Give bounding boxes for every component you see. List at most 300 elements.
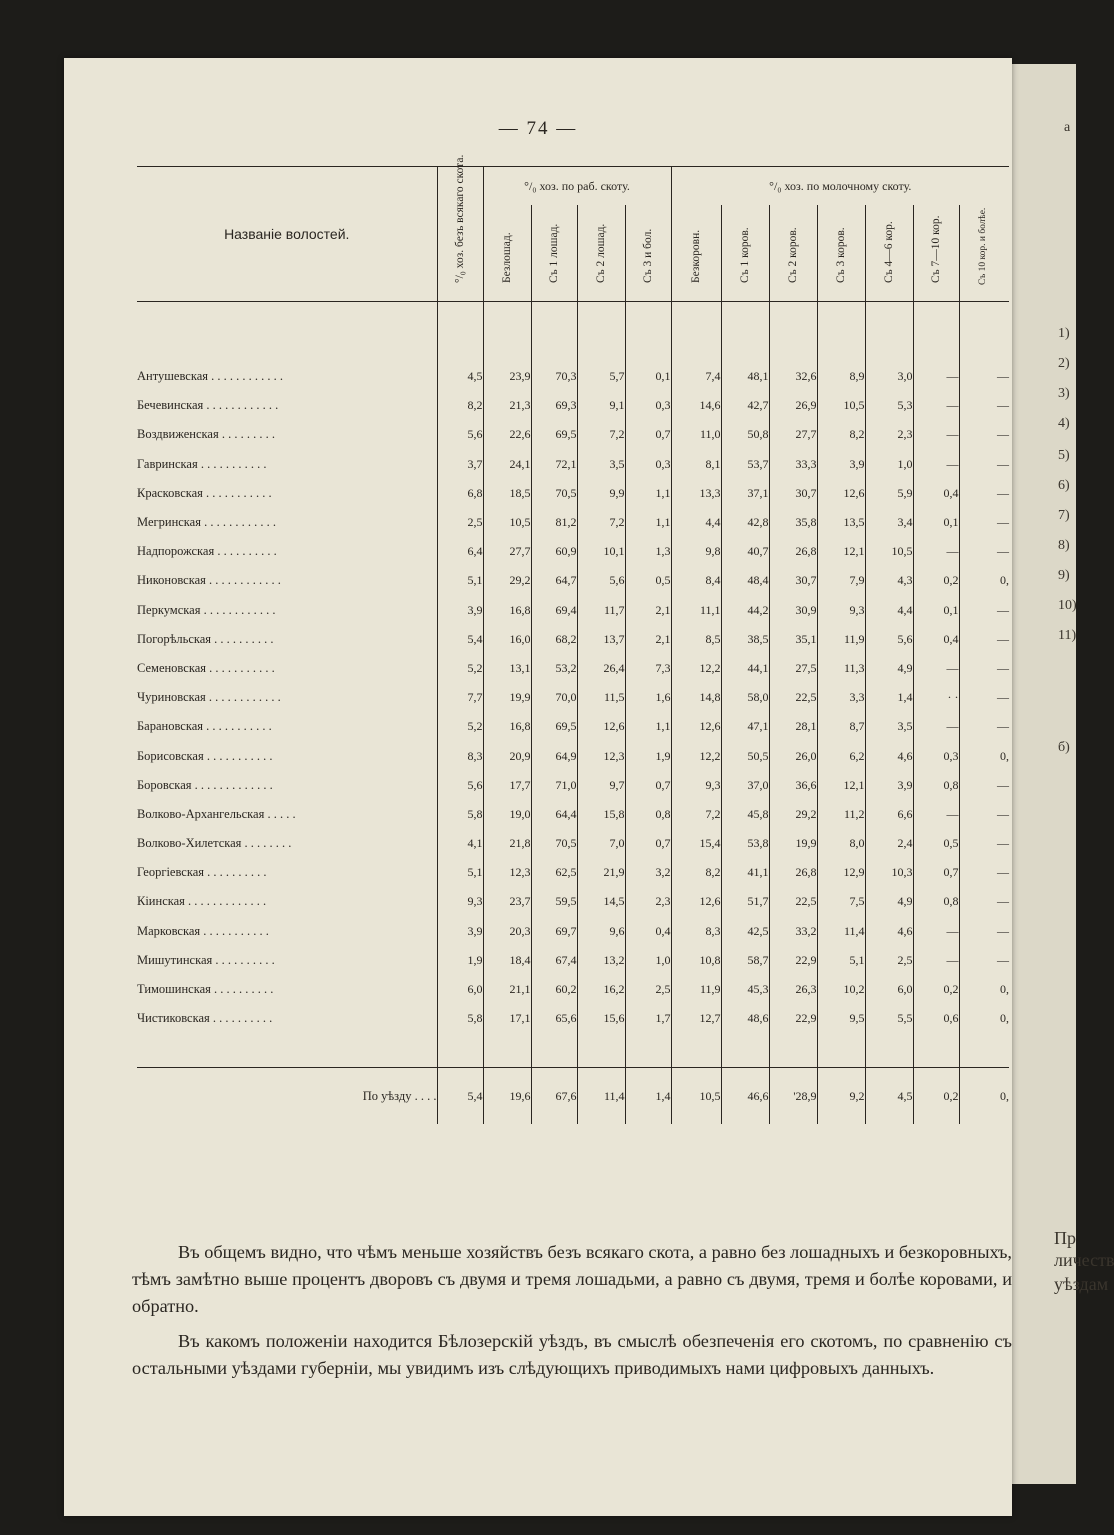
- adjacent-page-text: 4): [1058, 416, 1070, 431]
- row-value: 9,3: [437, 887, 483, 916]
- row-value: 0,1: [913, 508, 959, 537]
- row-value: 5,9: [865, 479, 913, 508]
- row-value: 64,7: [531, 566, 577, 595]
- table-header-no-livestock: °/₀ хоз. безъ всякаго скота.: [437, 167, 483, 302]
- adjacent-page-text: 11): [1058, 628, 1077, 643]
- row-name: Гавринская . . . . . . . . . . .: [137, 450, 437, 479]
- row-value: 0,1: [625, 362, 671, 391]
- row-value: 1,9: [437, 946, 483, 975]
- row-value: 44,2: [721, 596, 769, 625]
- row-value: 16,2: [577, 975, 625, 1004]
- row-value: 48,4: [721, 566, 769, 595]
- row-value: 38,5: [721, 625, 769, 654]
- row-value: 10,2: [817, 975, 865, 1004]
- row-value: 35,8: [769, 508, 817, 537]
- row-value: 8,9: [817, 362, 865, 391]
- row-value: 4,9: [865, 654, 913, 683]
- table-row: [137, 479, 1009, 508]
- row-value: 53,8: [721, 829, 769, 858]
- row-value: 2,5: [625, 975, 671, 1004]
- row-value: 46,6: [721, 1068, 769, 1125]
- row-value: 13,1: [483, 654, 531, 683]
- row-value: 69,5: [531, 420, 577, 449]
- row-value: 7,0: [577, 829, 625, 858]
- row-value: 12,3: [577, 741, 625, 770]
- table-row: [137, 1004, 1009, 1033]
- row-value: 18,5: [483, 479, 531, 508]
- row-value: 0,5: [625, 566, 671, 595]
- row-value: 1,3: [625, 537, 671, 566]
- row-value: 5,5: [865, 1004, 913, 1033]
- table-row: [137, 508, 1009, 537]
- adjacent-page-text: 2): [1058, 356, 1070, 371]
- row-value: 33,2: [769, 917, 817, 946]
- row-value: 45,3: [721, 975, 769, 1004]
- row-value: 20,9: [483, 741, 531, 770]
- row-value: 35,1: [769, 625, 817, 654]
- row-value: 12,6: [577, 712, 625, 741]
- row-value: 0,8: [625, 800, 671, 829]
- row-value: 3,4: [865, 508, 913, 537]
- row-value: 4,4: [865, 596, 913, 625]
- row-name: Перкумская . . . . . . . . . . . .: [137, 596, 437, 625]
- row-value: 4,6: [865, 741, 913, 770]
- row-value: 13,7: [577, 625, 625, 654]
- row-value: 10,5: [483, 508, 531, 537]
- row-value: 1,1: [625, 508, 671, 537]
- row-value: 6,4: [437, 537, 483, 566]
- adjacent-page-text: 3): [1058, 386, 1070, 401]
- row-value: 0,2: [913, 566, 959, 595]
- row-value: 19,6: [483, 1068, 531, 1125]
- table-header-work-col-2: Съ 2 лошад.: [577, 205, 625, 302]
- row-value: 5,4: [437, 625, 483, 654]
- row-value: 0,3: [625, 450, 671, 479]
- statistics-table: [137, 154, 1010, 1124]
- row-value: —: [913, 362, 959, 391]
- row-value: 15,4: [671, 829, 721, 858]
- row-value: 0,7: [913, 858, 959, 887]
- row-value: 16,8: [483, 596, 531, 625]
- row-value: 11,3: [817, 654, 865, 683]
- row-name: Мишутинская . . . . . . . . . .: [137, 946, 437, 975]
- row-value: 8,3: [437, 741, 483, 770]
- row-value: 26,4: [577, 654, 625, 683]
- adjacent-page-text: 10): [1058, 598, 1077, 613]
- table-row: [137, 362, 1009, 391]
- row-value: 2,5: [437, 508, 483, 537]
- row-value: 26,3: [769, 975, 817, 1004]
- row-name: Красковская . . . . . . . . . . .: [137, 479, 437, 508]
- row-value: 0,: [1000, 748, 1010, 763]
- row-value: 9,7: [577, 771, 625, 800]
- row-value: 37,1: [721, 479, 769, 508]
- table-header-dairy-col-2: Съ 2 коров.: [769, 205, 817, 302]
- row-name: Чуриновская . . . . . . . . . . . .: [137, 683, 437, 712]
- row-value: —: [997, 369, 1010, 384]
- row-value: —: [997, 690, 1010, 705]
- row-value: —: [913, 800, 959, 829]
- row-value: 58,7: [721, 946, 769, 975]
- row-value: 29,2: [483, 566, 531, 595]
- table-header-work-col-1: Съ 1 лошад.: [531, 205, 577, 302]
- row-value: 32,6: [769, 362, 817, 391]
- row-value: 11,5: [577, 683, 625, 712]
- row-value: 12,2: [671, 741, 721, 770]
- row-value: 11,4: [817, 917, 865, 946]
- row-value: 5,8: [437, 1004, 483, 1033]
- row-value: 72,1: [531, 450, 577, 479]
- row-value: 9,6: [577, 917, 625, 946]
- row-value: 53,7: [721, 450, 769, 479]
- adjacent-page-text: 9): [1058, 568, 1070, 583]
- row-value: 12,1: [817, 771, 865, 800]
- row-value: 69,5: [531, 712, 577, 741]
- row-value: 3,9: [437, 596, 483, 625]
- row-value: 37,0: [721, 771, 769, 800]
- row-name: Георгіевская . . . . . . . . . .: [137, 858, 437, 887]
- table-row: [137, 858, 1009, 887]
- row-name: Воздвиженская . . . . . . . . .: [137, 420, 437, 449]
- row-value: —: [997, 836, 1010, 851]
- row-value: 1,1: [625, 479, 671, 508]
- row-value: —: [913, 537, 959, 566]
- table-row: [137, 829, 1009, 858]
- row-value: —: [997, 427, 1010, 442]
- row-value: 0,3: [625, 391, 671, 420]
- table-row: [137, 391, 1009, 420]
- row-value: 21,1: [483, 975, 531, 1004]
- row-value: · ·: [913, 683, 959, 712]
- row-name: Бечевинская . . . . . . . . . . . .: [137, 391, 437, 420]
- row-value: —: [997, 456, 1010, 471]
- adjacent-page-text: 1): [1058, 326, 1070, 341]
- row-value: 8,0: [817, 829, 865, 858]
- row-value: —: [913, 712, 959, 741]
- row-value: 26,0: [769, 741, 817, 770]
- row-value: 6,0: [865, 975, 913, 1004]
- row-value: 0,4: [913, 479, 959, 508]
- row-name: Барановская . . . . . . . . . . .: [137, 712, 437, 741]
- row-name: По уѣзду . . . .: [137, 1068, 437, 1125]
- row-value: 9,8: [671, 537, 721, 566]
- row-value: 9,2: [817, 1068, 865, 1125]
- row-value: 0,5: [913, 829, 959, 858]
- row-value: 4,4: [671, 508, 721, 537]
- row-value: 67,6: [531, 1068, 577, 1125]
- row-value: 0,4: [625, 917, 671, 946]
- row-name: Никоновская . . . . . . . . . . . .: [137, 566, 437, 595]
- row-value: 4,5: [437, 362, 483, 391]
- row-value: 7,3: [625, 654, 671, 683]
- table-row: [137, 712, 1009, 741]
- row-value: —: [997, 952, 1010, 967]
- row-value: 2,3: [625, 887, 671, 916]
- row-value: 7,7: [437, 683, 483, 712]
- row-value: 1,6: [625, 683, 671, 712]
- row-value: 17,1: [483, 1004, 531, 1033]
- table-header-dairy-livestock: °/₀ хоз. по молочному скоту.: [769, 178, 912, 193]
- row-value: —: [913, 946, 959, 975]
- row-value: 45,8: [721, 800, 769, 829]
- row-value: 10,5: [865, 537, 913, 566]
- row-value: 50,8: [721, 420, 769, 449]
- row-value: 41,1: [721, 858, 769, 887]
- row-value: 2,4: [865, 829, 913, 858]
- row-value: 8,2: [437, 391, 483, 420]
- row-value: 8,7: [817, 712, 865, 741]
- row-name: Боровская . . . . . . . . . . . . .: [137, 771, 437, 800]
- row-value: 6,6: [865, 800, 913, 829]
- row-value: 0,8: [913, 887, 959, 916]
- row-value: 0,8: [913, 771, 959, 800]
- row-value: 13,3: [671, 479, 721, 508]
- row-value: —: [997, 719, 1010, 734]
- row-value: —: [913, 450, 959, 479]
- row-value: 11,2: [817, 800, 865, 829]
- row-value: 0,2: [913, 1068, 959, 1125]
- row-value: 22,6: [483, 420, 531, 449]
- row-name: Погорѣльская . . . . . . . . . .: [137, 625, 437, 654]
- row-value: 11,7: [577, 596, 625, 625]
- row-value: 9,3: [817, 596, 865, 625]
- row-value: —: [997, 660, 1010, 675]
- row-value: 14,6: [671, 391, 721, 420]
- table-header-dairy-col-6: Съ 10 кор. и болѣе.: [959, 205, 1009, 302]
- row-value: —: [997, 923, 1010, 938]
- row-value: 13,5: [817, 508, 865, 537]
- row-value: 8,1: [671, 450, 721, 479]
- row-value: 23,9: [483, 362, 531, 391]
- row-value: 28,1: [769, 712, 817, 741]
- row-value: 69,4: [531, 596, 577, 625]
- row-value: 60,9: [531, 537, 577, 566]
- row-value: 10,5: [817, 391, 865, 420]
- row-value: 11,9: [817, 625, 865, 654]
- row-value: 0,1: [913, 596, 959, 625]
- row-name: Мегринская . . . . . . . . . . . .: [137, 508, 437, 537]
- page-number: — 74 —: [498, 118, 578, 139]
- row-value: 6,0: [437, 975, 483, 1004]
- row-value: 8,4: [671, 566, 721, 595]
- row-value: 0,2: [913, 975, 959, 1004]
- row-value: 9,3: [671, 771, 721, 800]
- row-value: 21,8: [483, 829, 531, 858]
- row-value: —: [997, 777, 1010, 792]
- row-value: 27,7: [483, 537, 531, 566]
- row-value: 10,5: [671, 1068, 721, 1125]
- row-value: —: [997, 631, 1010, 646]
- row-value: 18,4: [483, 946, 531, 975]
- row-value: 4,9: [865, 887, 913, 916]
- row-value: 0,7: [625, 771, 671, 800]
- row-value: 8,2: [817, 420, 865, 449]
- table-header-dairy-col-1: Съ 1 коров.: [721, 205, 769, 302]
- row-value: 3,5: [577, 450, 625, 479]
- row-value: 3,9: [817, 450, 865, 479]
- row-value: 0,3: [913, 741, 959, 770]
- row-value: 22,5: [769, 887, 817, 916]
- row-value: 5,1: [817, 946, 865, 975]
- row-value: 69,3: [531, 391, 577, 420]
- row-value: 1,4: [625, 1068, 671, 1125]
- row-value: 15,8: [577, 800, 625, 829]
- row-name: Антушевская . . . . . . . . . . . .: [137, 362, 437, 391]
- row-value: —: [997, 544, 1010, 559]
- row-name: Чистиковская . . . . . . . . . .: [137, 1004, 437, 1033]
- row-value: 4,6: [865, 917, 913, 946]
- row-value: —: [997, 865, 1010, 880]
- row-value: 47,1: [721, 712, 769, 741]
- row-value: 0,: [1000, 1088, 1010, 1103]
- row-value: 14,5: [577, 887, 625, 916]
- row-name: Борисовская . . . . . . . . . . .: [137, 741, 437, 770]
- row-value: 40,7: [721, 537, 769, 566]
- row-value: 19,0: [483, 800, 531, 829]
- row-value: 7,2: [577, 508, 625, 537]
- row-value: 4,3: [865, 566, 913, 595]
- row-value: 8,2: [671, 858, 721, 887]
- row-value: 7,5: [817, 887, 865, 916]
- row-value: 15,6: [577, 1004, 625, 1033]
- row-value: 81,2: [531, 508, 577, 537]
- row-value: 3,5: [865, 712, 913, 741]
- row-value: 21,3: [483, 391, 531, 420]
- table-row: [137, 771, 1009, 800]
- row-value: 70,5: [531, 479, 577, 508]
- row-value: 42,8: [721, 508, 769, 537]
- row-value: —: [913, 391, 959, 420]
- row-value: 5,7: [577, 362, 625, 391]
- table-row: [137, 450, 1009, 479]
- row-value: 58,0: [721, 683, 769, 712]
- row-value: 3,7: [437, 450, 483, 479]
- row-value: 0,6: [913, 1004, 959, 1033]
- table-row: [137, 654, 1009, 683]
- row-value: 16,8: [483, 712, 531, 741]
- row-value: 7,9: [817, 566, 865, 595]
- row-name: Волково-Хилетская . . . . . . . .: [137, 829, 437, 858]
- row-value: 29,2: [769, 800, 817, 829]
- row-value: 60,2: [531, 975, 577, 1004]
- row-value: 0,: [1000, 1011, 1010, 1026]
- row-value: 70,0: [531, 683, 577, 712]
- row-value: 30,9: [769, 596, 817, 625]
- row-value: 1,1: [625, 712, 671, 741]
- row-value: 27,7: [769, 420, 817, 449]
- table-row: [137, 420, 1009, 449]
- row-value: 5,2: [437, 654, 483, 683]
- row-name: Семеновская . . . . . . . . . . .: [137, 654, 437, 683]
- document-page: [64, 58, 1012, 1516]
- row-value: —: [997, 485, 1010, 500]
- row-value: 5,6: [577, 566, 625, 595]
- row-value: 36,6: [769, 771, 817, 800]
- adjacent-page-text: уѣздам: [1054, 1274, 1109, 1294]
- row-value: 48,1: [721, 362, 769, 391]
- row-value: 11,9: [671, 975, 721, 1004]
- row-name: Кіинская . . . . . . . . . . . . .: [137, 887, 437, 916]
- row-value: 12,6: [671, 887, 721, 916]
- row-value: —: [913, 917, 959, 946]
- row-value: 2,1: [625, 625, 671, 654]
- paragraph-1: Въ общемъ видно, что чѣмъ меньше хозяйствъ безъ всякаго скота, а равно без лошадныхъ и безкоровныхъ, тѣмъ замѣтно выше процентъ дворовъ съ двумя и тремя лошадьми, а равно съ двумя, тремя и болѣе коровами, и обратно.: [132, 1242, 1012, 1317]
- row-value: 7,2: [671, 800, 721, 829]
- row-value: 0,: [1000, 982, 1010, 997]
- row-value: 12,7: [671, 1004, 721, 1033]
- row-value: 26,8: [769, 858, 817, 887]
- adjacent-page-text: 8): [1058, 538, 1070, 553]
- row-value: 10,3: [865, 858, 913, 887]
- row-value: 3,0: [865, 362, 913, 391]
- row-name: Волково-Архангельская . . . . .: [137, 800, 437, 829]
- adjacent-page-text: 7): [1058, 508, 1070, 523]
- row-value: 64,4: [531, 800, 577, 829]
- row-value: —: [997, 515, 1010, 530]
- row-value: 22,5: [769, 683, 817, 712]
- statistics-table-wrapper: [137, 154, 1010, 1206]
- table-row: [137, 946, 1009, 975]
- row-value: 1,4: [865, 683, 913, 712]
- table-header-dairy-col-3: Съ 3 коров.: [817, 205, 865, 302]
- row-value: 11,4: [577, 1068, 625, 1125]
- row-value: 6,8: [437, 479, 483, 508]
- row-value: 30,7: [769, 566, 817, 595]
- row-value: 21,9: [577, 858, 625, 887]
- row-value: 4,5: [865, 1068, 913, 1125]
- table-row: [137, 566, 1009, 595]
- table-row: [137, 741, 1009, 770]
- row-value: 24,1: [483, 450, 531, 479]
- row-value: 0,: [1000, 573, 1010, 588]
- row-value: 48,6: [721, 1004, 769, 1033]
- row-value: 7,2: [577, 420, 625, 449]
- row-value: —: [997, 398, 1010, 413]
- row-value: 23,7: [483, 887, 531, 916]
- row-value: 6,2: [817, 741, 865, 770]
- table-header-work-livestock: °/₀ хоз. по раб. скоту.: [483, 167, 671, 206]
- adjacent-page-text: Пр: [1054, 1228, 1076, 1248]
- row-value: 1,7: [625, 1004, 671, 1033]
- row-value: 5,6: [437, 420, 483, 449]
- row-value: 30,7: [769, 479, 817, 508]
- row-value: 12,2: [671, 654, 721, 683]
- table-spacer: [137, 302, 1009, 363]
- row-value: 17,7: [483, 771, 531, 800]
- row-value: 3,2: [625, 858, 671, 887]
- table-row: [137, 975, 1009, 1004]
- row-value: 71,0: [531, 771, 577, 800]
- row-value: 12,6: [671, 712, 721, 741]
- table-header-work-col-0: Безлошад.: [483, 205, 531, 302]
- row-value: 68,2: [531, 625, 577, 654]
- row-value: 19,9: [769, 829, 817, 858]
- row-value: 70,3: [531, 362, 577, 391]
- row-value: 5,3: [865, 391, 913, 420]
- row-value: 13,2: [577, 946, 625, 975]
- row-value: 0,7: [625, 420, 671, 449]
- row-value: 33,3: [769, 450, 817, 479]
- row-value: 9,9: [577, 479, 625, 508]
- row-value: 10,1: [577, 537, 625, 566]
- row-value: 9,1: [577, 391, 625, 420]
- row-value: 0,7: [625, 829, 671, 858]
- adjacent-page-text: 6): [1058, 478, 1070, 493]
- table-header-name: Названіе волостей.: [137, 167, 437, 302]
- table-row: [137, 1068, 1009, 1125]
- row-value: —: [913, 420, 959, 449]
- row-value: 42,5: [721, 917, 769, 946]
